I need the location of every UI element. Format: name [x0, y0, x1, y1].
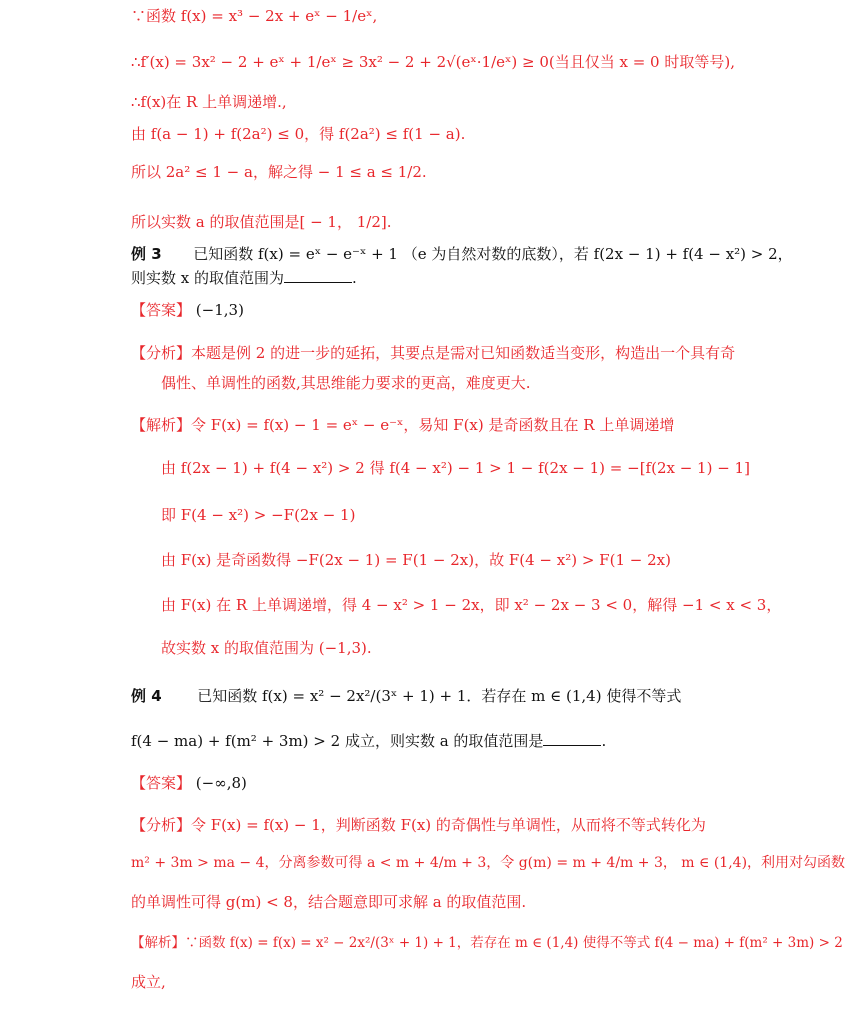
answer-value: (−∞,8) [195, 774, 247, 792]
example-3-solution-3: 即 F(4 − x²) > −F(2x − 1) [161, 506, 356, 524]
example-3-text-2: 则实数 x 的取值范围为 [131, 269, 284, 287]
answer-label: 【答案】 [131, 301, 192, 319]
example-4-solution-1: 【解析】∵函数 f(x) = f(x) = x² − 2x²/(3ˣ + 1) + 1，若存在 m ∈ (1,4) 使得不等式 f(4 − ma) + f(m² + 3m) > 2 [131, 935, 843, 951]
example-3-solution-1: 【解析】令 F(x) = f(x) − 1 = eˣ − e⁻ˣ，易知 F(x) 是奇函数且在 R 上单调递增 [131, 416, 675, 434]
example-3-text: 已知函数 f(x) = eˣ − e⁻ˣ + 1 （e 为自然对数的底数），若 f(2x − 1) + f(4 − x²) > 2， [193, 245, 793, 263]
example-4-text-2: f(4 − ma) + f(m² + 3m) > 2 成立，则实数 a 的取值范围是 [131, 732, 544, 750]
solution-line-2: ∴f′(x) = 3x² − 2 + eˣ + 1/eˣ ≥ 3x² − 2 + 2√(eˣ·1/eˣ) ≥ 0(当且仅当 x = 0 时取等号), [131, 53, 735, 71]
example-4-problem [131, 686, 681, 706]
example-3-solution-6: 故实数 x 的取值范围为 (−1,3). [161, 639, 372, 657]
answer-blank [284, 268, 352, 283]
example-4-analysis-1: 【分析】令 F(x) = f(x) − 1，判断函数 F(x) 的奇偶性与单调性，从而将不等式转化为 [131, 816, 706, 834]
example-3-label: 例 3 [131, 245, 162, 263]
answer-label: 【答案】 [131, 774, 192, 792]
example-4-solution-2: 成立, [131, 973, 166, 991]
example-3-solution-5: 由 F(x) 在 R 上单调递增，得 4 − x² > 1 − 2x，即 x² − 2x − 3 < 0，解得 −1 < x < 3， [161, 596, 782, 614]
example-3-analysis-2: 偶性、单调性的函数,其思维能力要求的更高，难度更大. [161, 374, 531, 392]
example-3-solution-2: 由 f(2x − 1) + f(4 − x²) > 2 得 f(4 − x²) − 1 > 1 − f(2x − 1) = −[f(2x − 1) − 1] [161, 459, 750, 477]
example-3-answer [131, 300, 244, 320]
example-3-problem-line-2: 则实数 x 的取值范围为 . [131, 269, 357, 287]
example-3-solution-4: 由 F(x) 是奇函数得 −F(2x − 1) = F(1 − 2x)，故 F(4 − x²) > F(1 − 2x) [161, 551, 671, 569]
example-4-analysis-2: m² + 3m > ma − 4，分离参数可得 a < m + 4/m + 3，令 g(m) = m + 4/m + 3， m ∈ (1,4)，利用对勾函数 [131, 855, 846, 871]
solution-line-3: ∴f(x)在 R 上单调递增., [131, 93, 287, 111]
example-4-answer [131, 773, 247, 793]
example-4-analysis-3: 的单调性可得 g(m) < 8，结合题意即可求解 a 的取值范围. [131, 893, 527, 911]
example-4-problem-line-2: f(4 − ma) + f(m² + 3m) > 2 成立，则实数 a 的取值范围是 . [131, 732, 607, 750]
solution-line-4: 由 f(a − 1) + f(2a²) ≤ 0，得 f(2a²) ≤ f(1 − a). [131, 125, 466, 143]
solution-line-5: 所以 2a² ≤ 1 − a，解之得 − 1 ≤ a ≤ 1/2. [131, 163, 427, 181]
answer-value: (−1,3) [195, 301, 244, 319]
example-3-analysis: 【分析】本题是例 2 的进一步的延拓，其要点是需对已知函数适当变形，构造出一个具有奇 [131, 344, 736, 362]
example-4-text: 已知函数 f(x) = x² − 2x²/(3ˣ + 1) + 1．若存在 m ∈ (1,4) 使得不等式 [197, 687, 682, 705]
answer-blank [543, 731, 601, 746]
example-3-problem [131, 244, 793, 264]
example-4-label: 例 4 [131, 687, 162, 705]
solution-line-6: 所以实数 a 的取值范围是[ − 1， 1/2]. [131, 213, 392, 231]
solution-line-1: ∵函数 f(x) = x³ − 2x + eˣ − 1/eˣ, [131, 7, 378, 25]
